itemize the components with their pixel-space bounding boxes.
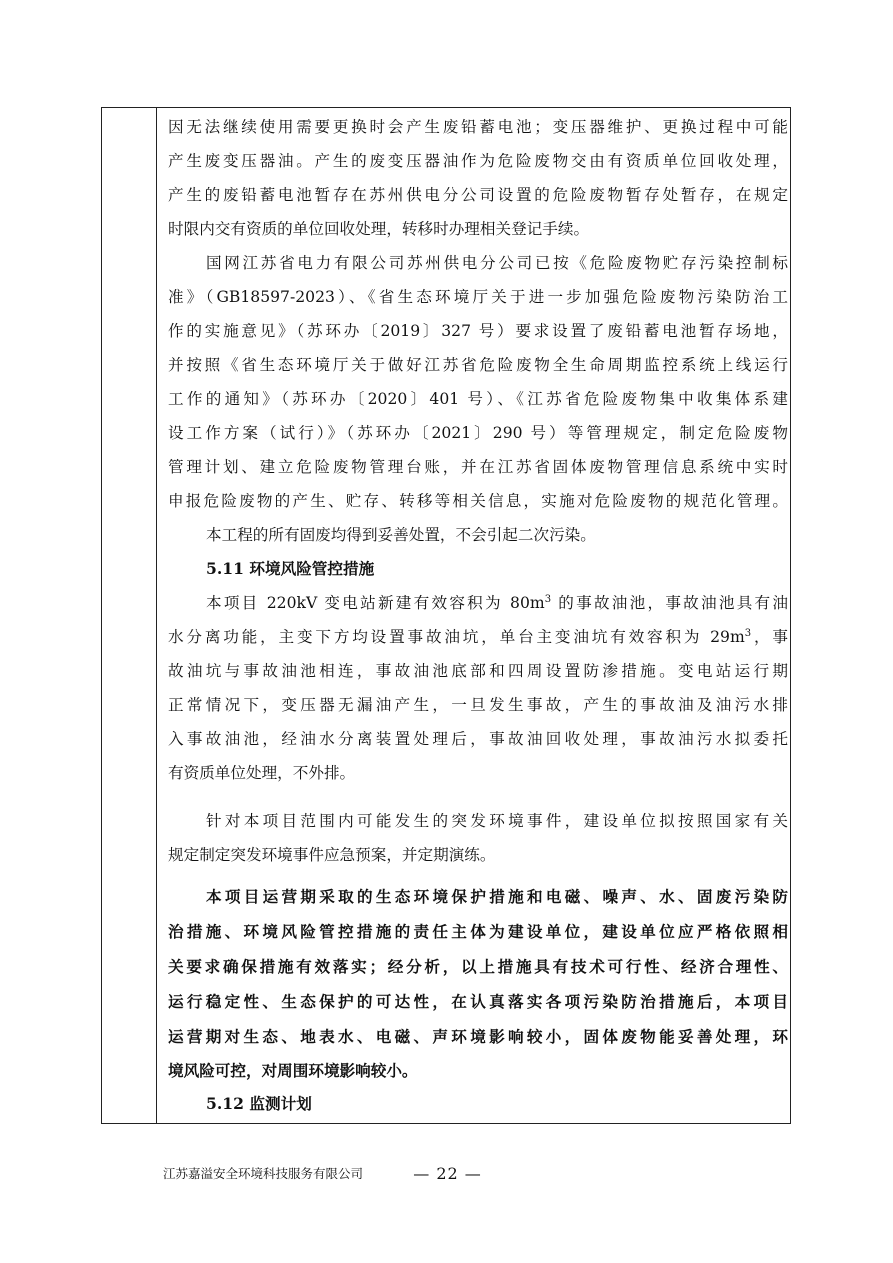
bold-text-line: 本项目运营期采取的生态环境保护措施和电磁、噪声、水、固废污染防: [206, 887, 788, 906]
text-line: 准》（GB18597-2023）、《省生态环境厅关于进一步加强危险废物污染防治工: [168, 288, 788, 306]
text-segment: 水分离功能，主变下方均设置事故油坑，单台主变油坑有效容积为 29m: [168, 628, 745, 646]
text-line: 正常情况下，变压器无漏油产生，一旦发生事故，产生的事故油及油污水排: [168, 696, 788, 714]
text-line: 设工作方案（试行）》（苏环办〔2021〕290 号）等管理规定，制定危险废物: [168, 424, 788, 442]
text-line: 规定制定突发环境事件应急预案，并定期演练。: [168, 846, 496, 864]
text-line: 故油坑与事故油池相连，事故油池底部和四周设置防渗措施。变电站运行期: [168, 662, 788, 680]
bold-text-line: 治措施、环境风险管控措施的责任主体为建设单位，建设单位应严格依照相: [168, 922, 788, 941]
text-line: 管理计划、建立危险废物管理台账，并在江苏省固体废物管理信息系统中实时: [168, 458, 788, 476]
text-line: 工作的通知》（苏环办〔2020〕401 号）、《江苏省危险废物集中收集体系建: [168, 390, 788, 408]
text-line: 入事故油池，经油水分离装置处理后，事故油回收处理，事故油污水拟委托: [168, 730, 788, 748]
bold-text-line: 运营期对生态、地表水、电磁、声环境影响较小，固体废物能妥善处理，环: [168, 1027, 788, 1046]
footer-company-name: 江苏嘉溢安全环境科技服务有限公司: [163, 1166, 364, 1181]
text-line: 针对本项目范围内可能发生的突发环境事件，建设单位拟按照国家有关: [206, 812, 788, 830]
text-line: 因无法继续使用需要更换时会产生废铅蓄电池；变压器维护、更换过程中可能: [168, 118, 788, 136]
text-line: 国网江苏省电力有限公司苏州供电分公司已按《危险废物贮存污染控制标: [206, 254, 788, 272]
text-segment: 本项目 220kV 变电站新建有效容积为 80m: [206, 594, 545, 612]
text-segment: 的事故油池，事故油池具有油: [551, 594, 788, 612]
superscript: 3: [744, 627, 752, 639]
superscript: 3: [544, 593, 552, 605]
document-table-frame: [101, 107, 791, 1124]
bold-text-line: 境风险可控，对周围环境影响较小。: [168, 1061, 418, 1080]
section-heading-5-11: 5.11 环境风险管控措施: [206, 559, 375, 578]
section-heading-5-12: 5.12 监测计划: [206, 1094, 312, 1113]
page-number: — 22 —: [413, 1164, 482, 1183]
text-line: 作的实施意见》（苏环办〔2019〕327 号）要求设置了废铅蓄电池暂存场地，: [168, 322, 788, 340]
text-segment: ，事: [751, 628, 788, 646]
text-line: 有资质单位处理，不外排。: [168, 764, 356, 782]
text-line-with-superscript: [168, 586, 788, 620]
left-label-column: [102, 108, 157, 1123]
text-line-with-superscript: [168, 620, 788, 654]
bold-text-line: 关要求确保措施有效落实；经分析，以上措施具有技术可行性、经济合理性、: [168, 957, 788, 976]
text-line: 时限内交有资质的单位回收处理，转移时办理相关登记手续。: [168, 220, 590, 238]
text-line: 产生废变压器油。产生的废变压器油作为危险废物交由有资质单位回收处理，: [168, 152, 788, 170]
text-line: 并按照《省生态环境厅关于做好江苏省危险废物全生命周期监控系统上线运行: [168, 356, 788, 374]
text-line: 产生的废铅蓄电池暂存在苏州供电分公司设置的危险废物暂存处暂存，在规定: [168, 186, 788, 204]
bold-text-line: 运行稳定性、生态保护的可达性，在认真落实各项污染防治措施后，本项目: [168, 992, 788, 1011]
text-line: 申报危险废物的产生、贮存、转移等相关信息，实施对危险废物的规范化管理。: [168, 492, 788, 510]
text-line: 本工程的所有固废均得到妥善处置，不会引起二次污染。: [206, 526, 596, 544]
